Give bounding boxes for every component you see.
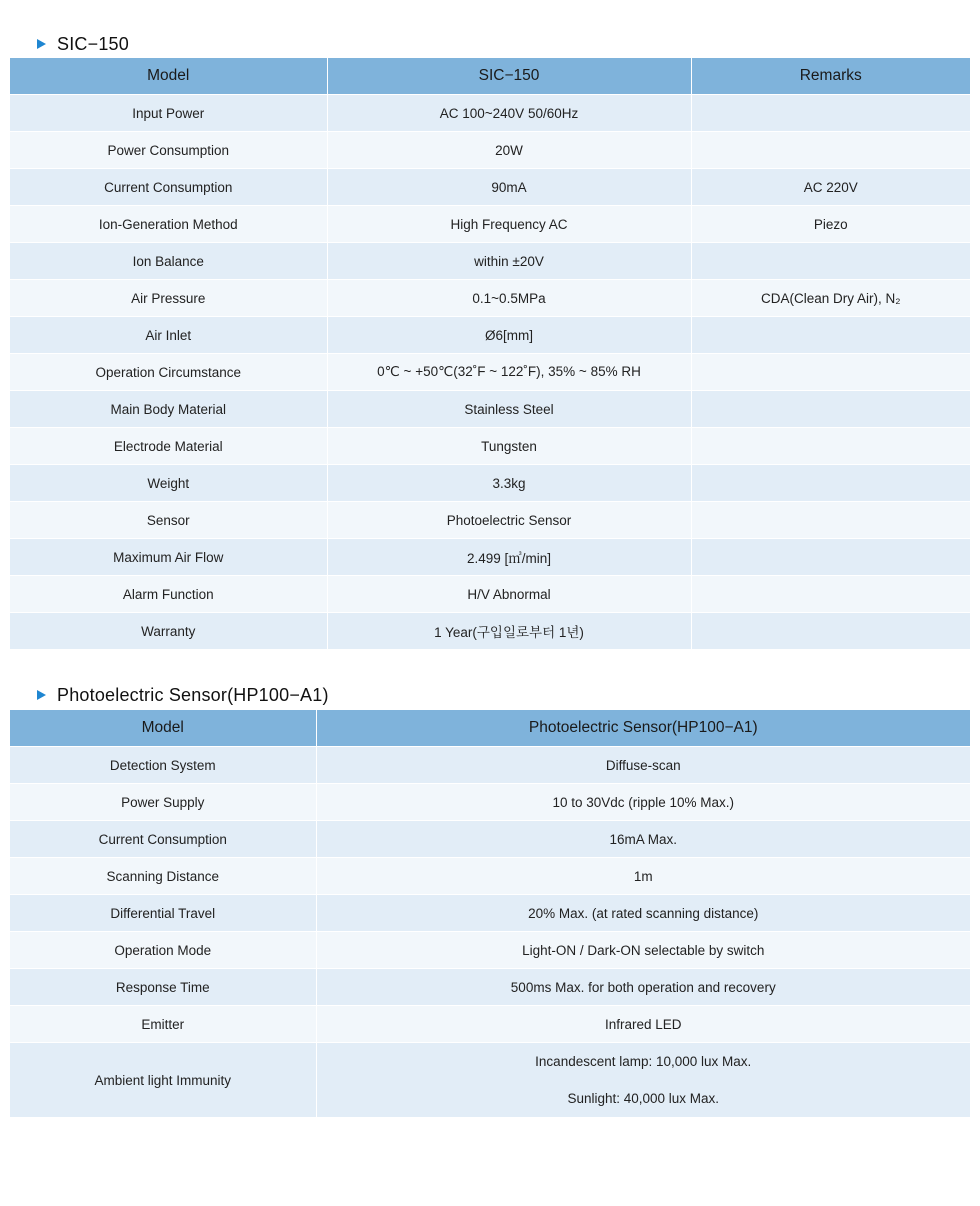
row-value: 1 Year(구입일로부터 1년)	[327, 613, 691, 650]
row-remark	[691, 95, 970, 132]
section-title-photoelectric-sensor	[37, 683, 329, 707]
row-value: 20% Max. (at rated scanning distance)	[316, 895, 970, 932]
row-label: Air Inlet	[10, 317, 327, 354]
triangle-bullet-icon	[37, 690, 46, 700]
sic150-spec-table	[10, 58, 970, 649]
row-label: Electrode Material	[10, 428, 327, 465]
row-value: Tungsten	[327, 428, 691, 465]
table-row	[10, 539, 970, 576]
row-remark	[691, 539, 970, 576]
table-row	[10, 280, 970, 317]
row-value: 2.499 [㎥/min]	[327, 539, 691, 576]
row-value: Diffuse-scan	[316, 747, 970, 784]
row-remark	[691, 613, 970, 650]
row-value: within ±20V	[327, 243, 691, 280]
header-model: Model	[10, 58, 327, 95]
row-remark	[691, 243, 970, 280]
row-label: Operation Mode	[10, 932, 316, 969]
row-value: 16mA Max.	[316, 821, 970, 858]
row-label: Ambient light Immunity	[10, 1043, 316, 1118]
row-remark: Piezo	[691, 206, 970, 243]
table-header-row	[10, 58, 970, 95]
row-value-multiline	[316, 1043, 970, 1118]
table-row	[10, 932, 970, 969]
table-row	[10, 502, 970, 539]
row-remark	[691, 576, 970, 613]
row-label: Alarm Function	[10, 576, 327, 613]
row-value: Photoelectric Sensor	[327, 502, 691, 539]
row-label: Weight	[10, 465, 327, 502]
table-row	[10, 895, 970, 932]
row-label: Differential Travel	[10, 895, 316, 932]
row-value: AC 100~240V 50/60Hz	[327, 95, 691, 132]
row-label: Maximum Air Flow	[10, 539, 327, 576]
row-label: Ion Balance	[10, 243, 327, 280]
row-label: Ion-Generation Method	[10, 206, 327, 243]
table-row	[10, 243, 970, 280]
header-photoelectric-sensor: Photoelectric Sensor(HP100−A1)	[316, 710, 970, 747]
row-remark: CDA(Clean Dry Air), N₂	[691, 280, 970, 317]
table-row	[10, 132, 970, 169]
table-row	[10, 206, 970, 243]
table-row	[10, 858, 970, 895]
header-remarks: Remarks	[691, 58, 970, 95]
row-value: 10 to 30Vdc (ripple 10% Max.)	[316, 784, 970, 821]
row-value: High Frequency AC	[327, 206, 691, 243]
section-title-text: SIC−150	[57, 33, 129, 54]
header-model: Model	[10, 710, 316, 747]
row-label: Air Pressure	[10, 280, 327, 317]
row-label: Power Supply	[10, 784, 316, 821]
ambient-line-sunlight: Sunlight: 40,000 lux Max.	[567, 1091, 720, 1106]
section-title-sic150	[37, 32, 129, 56]
row-value: H/V Abnormal	[327, 576, 691, 613]
table-row	[10, 391, 970, 428]
table-row	[10, 465, 970, 502]
table-row	[10, 969, 970, 1006]
row-label: Response Time	[10, 969, 316, 1006]
table-row	[10, 747, 970, 784]
table-row	[10, 428, 970, 465]
header-sic150: SIC−150	[327, 58, 691, 95]
table-row	[10, 821, 970, 858]
row-value: Infrared LED	[316, 1006, 970, 1043]
row-label: Power Consumption	[10, 132, 327, 169]
row-label: Sensor	[10, 502, 327, 539]
row-label: Operation Circumstance	[10, 354, 327, 391]
table-row	[10, 784, 970, 821]
row-remark	[691, 502, 970, 539]
row-value: 3.3kg	[327, 465, 691, 502]
row-value: 1m	[316, 858, 970, 895]
row-value: Light-ON / Dark-ON selectable by switch	[316, 932, 970, 969]
table-row	[10, 317, 970, 354]
table-header-row	[10, 710, 970, 747]
row-value: 90mA	[327, 169, 691, 206]
row-label: Current Consumption	[10, 821, 316, 858]
table-row	[10, 1006, 970, 1043]
row-value: 20W	[327, 132, 691, 169]
row-value: Stainless Steel	[327, 391, 691, 428]
row-value: 0℃ ~ +50℃(32˚F ~ 122˚F), 35% ~ 85% RH	[327, 354, 691, 391]
row-value: Ø6[mm]	[327, 317, 691, 354]
row-remark	[691, 465, 970, 502]
row-remark	[691, 317, 970, 354]
table-row	[10, 169, 970, 206]
section-title-text: Photoelectric Sensor(HP100−A1)	[57, 684, 329, 705]
row-label: Current Consumption	[10, 169, 327, 206]
row-label: Input Power	[10, 95, 327, 132]
table-row	[10, 1043, 970, 1118]
row-label: Main Body Material	[10, 391, 327, 428]
table-row	[10, 95, 970, 132]
row-value: 500ms Max. for both operation and recovery	[316, 969, 970, 1006]
table-row	[10, 354, 970, 391]
row-label: Emitter	[10, 1006, 316, 1043]
row-remark	[691, 391, 970, 428]
row-remark	[691, 354, 970, 391]
table-row	[10, 576, 970, 613]
row-label: Warranty	[10, 613, 327, 650]
row-remark	[691, 428, 970, 465]
row-value: 0.1~0.5MPa	[327, 280, 691, 317]
row-remark: AC 220V	[691, 169, 970, 206]
row-label: Scanning Distance	[10, 858, 316, 895]
row-remark	[691, 132, 970, 169]
triangle-bullet-icon	[37, 39, 46, 49]
ambient-line-incandescent: Incandescent lamp: 10,000 lux Max.	[535, 1054, 752, 1069]
row-label: Detection System	[10, 747, 316, 784]
table-row	[10, 613, 970, 650]
photoelectric-sensor-spec-table	[10, 710, 970, 1117]
